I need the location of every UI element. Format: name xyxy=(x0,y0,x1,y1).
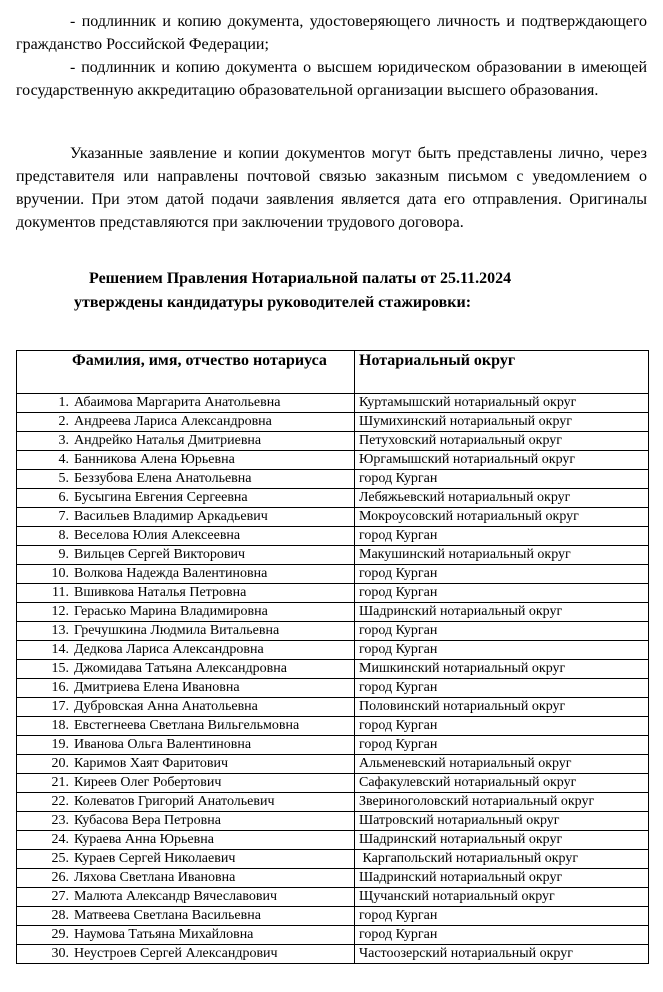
notary-name: Банникова Алена Юрьевна xyxy=(74,452,235,467)
notary-name-cell xyxy=(17,812,355,831)
notary-name-cell xyxy=(17,622,355,641)
notary-name: Малюта Александр Вячеславович xyxy=(74,889,277,904)
notary-name: Беззубова Елена Анатольевна xyxy=(74,471,252,486)
table-row xyxy=(17,546,649,565)
notary-name: Иванова Ольга Валентиновна xyxy=(74,737,252,752)
notary-name-cell xyxy=(17,470,355,489)
notary-district-cell: Куртамышский нотариальный округ xyxy=(355,394,649,413)
notary-district-cell: Половинский нотариальный округ xyxy=(355,698,649,717)
heading-line-1: Решением Правления Нотариальной палаты от 25.11.2024 xyxy=(89,270,512,287)
notary-name: Кураева Анна Юрьевна xyxy=(74,832,214,847)
row-number: 7. xyxy=(58,509,69,524)
table-row xyxy=(17,831,649,850)
notary-district-cell: Частоозерский нотариальный округ xyxy=(355,945,649,964)
table-row xyxy=(17,774,649,793)
header-notary-name: Фамилия, имя, отчество нотариуса xyxy=(17,351,355,394)
paragraph-education-document-text: - подлинник и копию документа о высшем юридическом образовании в имеющей государственную аккредитацию образовательной организации высшего образования. xyxy=(16,59,647,99)
notary-name-cell xyxy=(17,679,355,698)
notary-name-cell xyxy=(17,698,355,717)
notary-name: Волкова Надежда Валентиновна xyxy=(74,566,268,581)
notary-name: Андреева Лариса Александровна xyxy=(74,414,272,429)
table-row xyxy=(17,413,649,432)
notary-district-cell: Юргамышский нотариальный округ xyxy=(355,451,649,470)
notary-name-cell xyxy=(17,831,355,850)
notary-name-cell xyxy=(17,736,355,755)
paragraph-education-document xyxy=(16,56,647,102)
notary-name-cell xyxy=(17,565,355,584)
table-row xyxy=(17,793,649,812)
row-number: 12. xyxy=(51,604,69,619)
notary-name: Дмитриева Елена Ивановна xyxy=(74,680,240,695)
notary-name-cell xyxy=(17,546,355,565)
heading-line-2: утверждены кандидатуры руководителей стажировки: xyxy=(74,294,472,311)
table-row xyxy=(17,850,649,869)
paragraph-identity-document xyxy=(16,10,647,56)
notary-name-cell xyxy=(17,394,355,413)
notary-district-cell: Альменевский нотариальный округ xyxy=(355,755,649,774)
notary-name-cell xyxy=(17,717,355,736)
notary-name: Киреев Олег Робертович xyxy=(74,775,222,790)
row-number: 21. xyxy=(51,775,69,790)
row-number: 6. xyxy=(58,490,69,505)
table-row xyxy=(17,926,649,945)
notary-name-cell xyxy=(17,489,355,508)
table-row xyxy=(17,907,649,926)
notary-district-cell: Сафакулевский нотариальный округ xyxy=(355,774,649,793)
row-number: 14. xyxy=(51,642,69,657)
notary-district-cell: Мокроусовский нотариальный округ xyxy=(355,508,649,527)
header-notary-district: Нотариальный округ xyxy=(355,351,649,394)
notary-name: Андрейко Наталья Дмитриевна xyxy=(74,433,262,448)
notary-name-cell xyxy=(17,508,355,527)
notary-district-cell: город Курган xyxy=(355,527,649,546)
notary-name: Бусыгина Евгения Сергеевна xyxy=(74,490,248,505)
row-number: 19. xyxy=(51,737,69,752)
row-number: 25. xyxy=(51,851,69,866)
table-row xyxy=(17,470,649,489)
notary-district-cell: город Курган xyxy=(355,679,649,698)
notary-name-cell xyxy=(17,774,355,793)
row-number: 22. xyxy=(51,794,69,809)
row-number: 18. xyxy=(51,718,69,733)
notary-name-cell xyxy=(17,641,355,660)
notary-district-cell: Шумихинский нотариальный округ xyxy=(355,413,649,432)
row-number: 28. xyxy=(51,908,69,923)
table-row xyxy=(17,641,649,660)
notary-name: Дубровская Анна Анатольевна xyxy=(74,699,258,714)
notary-name: Васильев Владимир Аркадьевич xyxy=(74,509,268,524)
notary-name-cell xyxy=(17,793,355,812)
row-number: 1. xyxy=(58,395,69,410)
row-number: 11. xyxy=(52,585,69,600)
notary-name-cell xyxy=(17,584,355,603)
notary-district-cell: город Курган xyxy=(355,584,649,603)
notary-district-cell: Каргапольский нотариальный округ xyxy=(355,850,649,869)
row-number: 30. xyxy=(51,946,69,961)
notary-district-cell: Шадринский нотариальный округ xyxy=(355,603,649,622)
notary-district-cell: Звериноголовский нотариальный округ xyxy=(355,793,649,812)
row-number: 9. xyxy=(58,547,69,562)
table-row xyxy=(17,603,649,622)
notary-district-cell: город Курган xyxy=(355,565,649,584)
notary-district-cell: город Курган xyxy=(355,622,649,641)
table-row xyxy=(17,451,649,470)
table-row xyxy=(17,755,649,774)
notary-district-cell: город Курган xyxy=(355,470,649,489)
row-number: 23. xyxy=(51,813,69,828)
row-number: 20. xyxy=(51,756,69,771)
mentors-table xyxy=(16,350,649,964)
notary-name: Джомидава Татьяна Александровна xyxy=(74,661,287,676)
notary-name-cell xyxy=(17,660,355,679)
notary-name-cell xyxy=(17,907,355,926)
table-row xyxy=(17,394,649,413)
notary-district-cell: город Курган xyxy=(355,736,649,755)
notary-name: Ляхова Светлана Ивановна xyxy=(74,870,236,885)
table-row xyxy=(17,812,649,831)
notary-name-cell xyxy=(17,603,355,622)
notary-name-cell xyxy=(17,926,355,945)
notary-district-cell: Шадринский нотариальный округ xyxy=(355,831,649,850)
row-number: 29. xyxy=(51,927,69,942)
notary-name-cell xyxy=(17,451,355,470)
notary-district-cell: Щучанский нотариальный округ xyxy=(355,888,649,907)
table-row xyxy=(17,565,649,584)
notary-name-cell xyxy=(17,755,355,774)
row-number: 5. xyxy=(58,471,69,486)
notary-district-cell: Шадринский нотариальный округ xyxy=(355,869,649,888)
row-number: 24. xyxy=(51,832,69,847)
row-number: 27. xyxy=(51,889,69,904)
table-row xyxy=(17,945,649,964)
notary-name-cell xyxy=(17,888,355,907)
notary-name: Каримов Хаят Фаритович xyxy=(74,756,229,771)
notary-name: Вильцев Сергей Викторович xyxy=(74,547,246,562)
notary-name: Неустроев Сергей Александрович xyxy=(74,946,278,961)
notary-name: Абаимова Маргарита Анатольевна xyxy=(74,395,281,410)
row-number: 8. xyxy=(58,528,69,543)
notary-name-cell xyxy=(17,869,355,888)
notary-district-cell: город Курган xyxy=(355,717,649,736)
notary-name: Кубасова Вера Петровна xyxy=(74,813,221,828)
notary-name: Гречушкина Людмила Витальевна xyxy=(74,623,280,638)
notary-name: Дедкова Лариса Александровна xyxy=(74,642,264,657)
notary-district-cell: город Курган xyxy=(355,926,649,945)
table-row xyxy=(17,489,649,508)
row-number: 26. xyxy=(51,870,69,885)
notary-name: Матвеева Светлана Васильевна xyxy=(74,908,261,923)
table-row xyxy=(17,660,649,679)
notary-district-cell: Лебяжьевский нотариальный округ xyxy=(355,489,649,508)
notary-name: Колеватов Григорий Анатольевич xyxy=(74,794,275,809)
table-row xyxy=(17,698,649,717)
notary-name: Вшивкова Наталья Петровна xyxy=(74,585,247,600)
table-row xyxy=(17,432,649,451)
row-number: 16. xyxy=(51,680,69,695)
notary-district-cell: Петуховский нотариальный округ xyxy=(355,432,649,451)
notary-name: Веселова Юлия Алексеевна xyxy=(74,528,241,543)
table-row xyxy=(17,717,649,736)
paragraph-identity-document-text: - подлинник и копию документа, удостоверяющего личность и подтверждающего гражданство Российской Федерации; xyxy=(16,13,647,53)
notary-district-cell: Мишкинский нотариальный округ xyxy=(355,660,649,679)
row-number: 15. xyxy=(51,661,69,676)
table-row xyxy=(17,888,649,907)
notary-district-cell: город Курган xyxy=(355,907,649,926)
notary-district-cell: Макушинский нотариальный округ xyxy=(355,546,649,565)
table-row xyxy=(17,736,649,755)
notary-district-cell: Шатровский нотариальный округ xyxy=(355,812,649,831)
row-number: 4. xyxy=(58,452,69,467)
row-number: 13. xyxy=(51,623,69,638)
table-body xyxy=(17,394,649,964)
table-row xyxy=(17,508,649,527)
row-number: 2. xyxy=(58,414,69,429)
table-header-row xyxy=(17,351,649,394)
notary-name-cell xyxy=(17,432,355,451)
table-row xyxy=(17,527,649,546)
notary-name: Евстегнеева Светлана Вильгельмовна xyxy=(74,718,300,733)
row-number: 17. xyxy=(51,699,69,714)
notary-district-cell: город Курган xyxy=(355,641,649,660)
row-number: 3. xyxy=(58,433,69,448)
notary-name: Наумова Татьяна Михайловна xyxy=(74,927,254,942)
notary-name-cell xyxy=(17,945,355,964)
table-row xyxy=(17,622,649,641)
notary-name: Кураев Сергей Николаевич xyxy=(74,851,236,866)
table-row xyxy=(17,869,649,888)
notary-name-cell xyxy=(17,527,355,546)
row-number: 10. xyxy=(51,566,69,581)
table-row xyxy=(17,584,649,603)
notary-name: Герасько Марина Владимировна xyxy=(74,604,268,619)
paragraph-submission-rules-text: Указанные заявление и копии документов могут быть представлены лично, через представителя или направлены почтовой связью заказным письмом с уведомлением о вручении. При этом датой подачи заявления является дата его отправления. Оригиналы документов представляются при заключении трудового договора. xyxy=(16,145,647,231)
notary-name-cell xyxy=(17,413,355,432)
paragraph-submission-rules xyxy=(16,142,647,234)
notary-name-cell xyxy=(17,850,355,869)
table-row xyxy=(17,679,649,698)
